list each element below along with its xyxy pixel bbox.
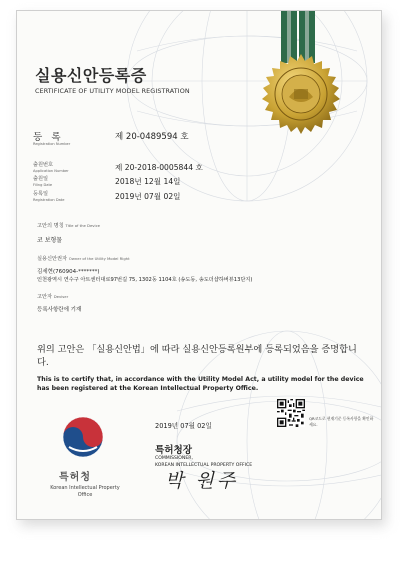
owner-label-en: Owner of the Utility Model Right — [68, 256, 130, 261]
device-label-ko: 고안의 명칭 — [37, 223, 64, 229]
kipo-name-ko: 특허청 — [59, 472, 91, 483]
creator-label-ko: 고안자 — [37, 294, 53, 300]
commissioner-label: COMMISSIONER, — [155, 456, 193, 461]
application-label-ko: 출원번호 — [33, 162, 54, 168]
owner-label — [37, 256, 130, 262]
creator-value: 등록사항란에 기재 — [37, 307, 82, 313]
signature: 박 원주 — [165, 470, 239, 492]
registration-number: 제 20-0489594 호 — [115, 132, 189, 142]
certificate-title-en: CERTIFICATE OF UTILITY MODEL REGISTRATION — [35, 87, 190, 95]
statement-en: This is to certify that, in accordance with the Utility Model Act, a utility model for the device has been registered at the Korean Intellectual Property Office. — [37, 376, 364, 392]
application-number: 제 20-2018-0005844 호 — [115, 163, 203, 172]
application-label — [33, 162, 69, 174]
filing-label — [33, 176, 52, 188]
commissioner-title: 특허청장 — [155, 445, 193, 456]
kipo-logo-icon — [61, 415, 105, 459]
reg-date-label-ko: 등록일 — [33, 191, 49, 197]
qr-instruction: QR코드로 현재기준 등록사항을 확인하세요. — [309, 416, 374, 427]
gold-seal-icon — [259, 53, 343, 137]
creator-label-en: Deviser — [53, 294, 69, 299]
registration-date-label — [33, 191, 64, 203]
owner-name: 김세현(760904-*******) — [37, 269, 100, 275]
filing-date: 2018년 12월 14일 — [115, 177, 181, 186]
certificate-title: 실용신안등록증 — [35, 66, 147, 85]
issue-date: 2019년 07월 02일 — [155, 422, 212, 430]
application-label-en: Application Number — [33, 169, 69, 173]
registration-label: 등 록 — [33, 132, 64, 143]
filing-label-en: Filing Date — [33, 183, 53, 187]
statement-ko: 위의 고안은 「실용신안법」에 따라 실용신안등록원부에 등록되었음을 증명합니다. — [37, 344, 357, 368]
certificate-document — [16, 10, 382, 520]
office-name-en: KOREAN INTELLECTUAL PROPERTY OFFICE — [155, 463, 253, 468]
device-label — [37, 223, 100, 229]
reg-date-label-en: Registration Date — [33, 198, 65, 202]
kipo-name-en: Korean Intellectual Property Office — [50, 485, 120, 498]
device-title: 코 보형물 — [37, 237, 63, 244]
owner-address: 인천광역시 연수구 아트센터대로97번길 75, 1302동 1104호 (송도동, 송도더샵하버뷰13단지) — [37, 277, 253, 283]
owner-label-ko: 실용신안권자 — [37, 256, 68, 262]
filing-label-ko: 출원일 — [33, 176, 49, 182]
creator-label — [37, 294, 68, 300]
registration-date: 2019년 07월 02일 — [115, 192, 181, 201]
device-label-en: Title of the Device — [65, 223, 101, 228]
registration-label-en: Registration Number — [33, 142, 71, 146]
qr-code-icon — [277, 399, 305, 427]
